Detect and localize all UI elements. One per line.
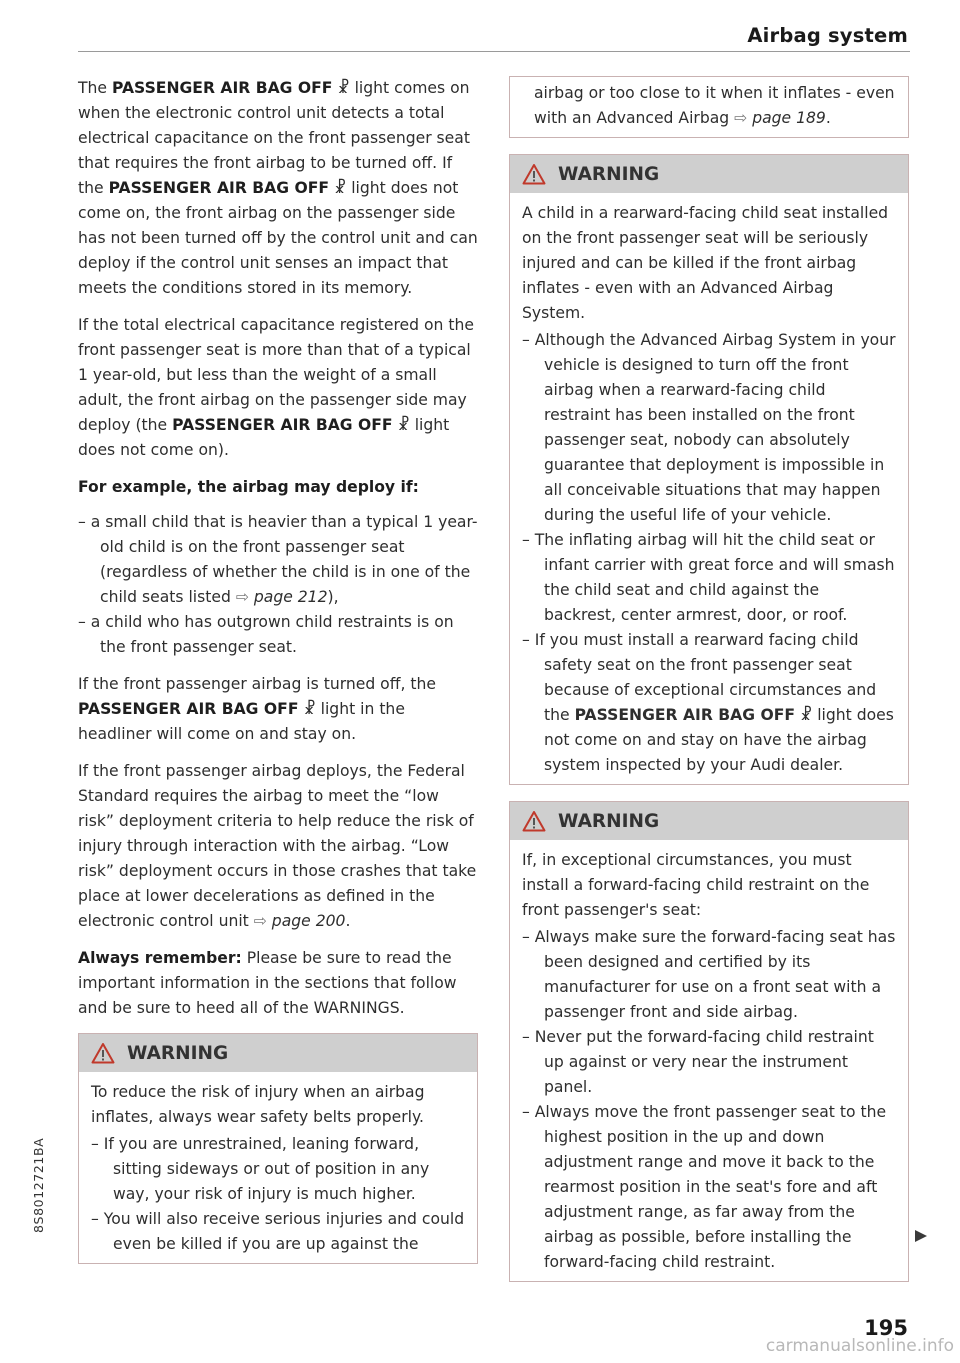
- list-item: – If you must install a rearward facing child safety seat on the front passenger seat because of exceptional circumstances and the PASSENGER AIR BAG OFF ☧ light does not come on and stay on have the airbag system inspected by your Audi dealer.: [522, 628, 896, 778]
- arrow-right-icon: ⇨: [734, 109, 748, 127]
- warning-text: A child in a rearward-facing child seat installed on the front passenger seat will be seriously injured and can be killed if the front airbag inflates - even with an Advanced Airbag System.: [522, 204, 889, 322]
- watermark: carmanualsonline.info: [765, 1336, 954, 1356]
- document-code: 8S8012721BA: [31, 1137, 46, 1233]
- warning-header: WARNING: [79, 1034, 477, 1072]
- warning-header: WARNING: [510, 155, 908, 193]
- list-item: – Never put the forward-facing child restraint up against or very near the instrument panel.: [522, 1025, 896, 1100]
- list-item: – Although the Advanced Airbag System in your vehicle is designed to turn off the front airbag when a rearward-facing child restraint has been installed on the front passenger seat, nobody can absolutely guarantee that deployment is impossible in all conceivable situations that may happen during the useful life of your vehicle.: [522, 328, 896, 528]
- page-header-title: Airbag system: [747, 24, 908, 47]
- arrow-right-icon: ⇨: [235, 588, 249, 606]
- warning-continuation-text: airbag or too close to it when it inflates - even with an Advanced Airbag ⇨ page 189.: [534, 84, 895, 127]
- passenger-airbag-off-icon: ☧: [337, 79, 350, 97]
- warning-content: [510, 77, 908, 137]
- left-column: [78, 76, 478, 1280]
- list-item: – a small child that is heavier than a typical 1 year-old child is on the front passenger seat (regardless of whether the child is in one of the child seats listed ⇨ page 212),: [78, 510, 478, 610]
- page-reference-link[interactable]: page 189: [752, 109, 826, 127]
- warning-content: [79, 1072, 477, 1263]
- page-reference-link[interactable]: page 200: [271, 912, 346, 930]
- paragraph-capacitance: The PASSENGER AIR BAG OFF ☧ light comes on when the electronic control unit detects a total electrical capacitance on the front passenger seat that requires the front airbag to be turned off. If the PASSENGER AIR BAG OFF ☧ light does not come on, the front airbag on the passenger side has not been turned off by the control unit and can deploy if the control unit senses an impact that meets the conditions stored in its memory.: [78, 79, 478, 297]
- warning-box: [78, 1033, 478, 1264]
- paragraph-federal-standard: If the front passenger airbag deploys, the Federal Standard requires the airbag to meet the “low risk” deployment criteria to help reduce the risk of injury through interaction with the airbag. “Low risk” deployment occurs in those crashes that take place at lower decelerations as defined in the electronic control unit ⇨ page 200.: [78, 762, 477, 930]
- example-heading: For example, the airbag may deploy if:: [78, 478, 419, 496]
- warning-continuation-box: [509, 76, 909, 138]
- page-number: 195: [864, 1316, 908, 1340]
- warning-text: To reduce the risk of injury when an airbag inflates, always wear safety belts properly.: [91, 1083, 425, 1126]
- passenger-airbag-off-icon: ☧: [800, 706, 813, 724]
- paragraph-airbag-off: If the front passenger airbag is turned off, the PASSENGER AIR BAG OFF ☧ light in the headliner will come on and stay on.: [78, 675, 436, 743]
- deploy-examples-list: [78, 510, 478, 660]
- warning-list: [522, 925, 896, 1275]
- list-item: – You will also receive serious injuries and could even be killed if you are up against the: [91, 1207, 465, 1257]
- list-item: – a child who has outgrown child restraints is on the front passenger seat.: [78, 610, 478, 660]
- warning-header: WARNING: [510, 802, 908, 840]
- right-column: [509, 76, 909, 1298]
- list-item: – If you are unrestrained, leaning forward, sitting sideways or out of position in any way, your risk of injury is much higher.: [91, 1132, 465, 1207]
- paragraph-always-remember: Always remember: Please be sure to read the important information in the sections that follow and be sure to heed all of the WARNINGS.: [78, 949, 457, 1017]
- warning-triangle-icon: [522, 810, 546, 832]
- list-item: – Always move the front passenger seat to the highest position in the up and down adjustment range and move it back to the rearmost position in the seat's fore and aft adjustment range, as far away from the airbag as possible, before installing the forward-facing child restraint.: [522, 1100, 896, 1275]
- header-rule: [78, 51, 910, 52]
- warning-list: [91, 1132, 465, 1257]
- warning-list: [522, 328, 896, 778]
- paragraph-total-capacitance: If the total electrical capacitance registered on the front passenger seat is more than that of a typical 1 year-old, but less than the weight of a small adult, the front airbag on the passenger side may deploy (the PASSENGER AIR BAG OFF ☧ light does not come on).: [78, 316, 474, 459]
- warning-box: [509, 154, 909, 785]
- warning-content: [510, 840, 908, 1281]
- warning-box: [509, 801, 909, 1282]
- list-item: – The inflating airbag will hit the child seat or infant carrier with great force and will smash the child seat and child against the backrest, center armrest, door, or roof.: [522, 528, 896, 628]
- warning-triangle-icon: [522, 163, 546, 185]
- passenger-airbag-off-icon: ☧: [397, 416, 410, 434]
- arrow-right-icon: ⇨: [253, 912, 267, 930]
- page-reference-link[interactable]: page 212: [253, 588, 328, 606]
- warning-triangle-icon: [91, 1042, 115, 1064]
- warning-content: [510, 193, 908, 784]
- passenger-airbag-off-icon: ☧: [303, 700, 316, 718]
- passenger-airbag-off-icon: ☧: [334, 179, 347, 197]
- warning-text: If, in exceptional circumstances, you must install a forward-facing child restraint on the front passenger's seat:: [522, 851, 870, 919]
- list-item: – Always make sure the forward-facing seat has been designed and certified by its manufacturer for use on a front seat with a passenger front and side airbag.: [522, 925, 896, 1025]
- continue-arrow-icon: [914, 1229, 928, 1243]
